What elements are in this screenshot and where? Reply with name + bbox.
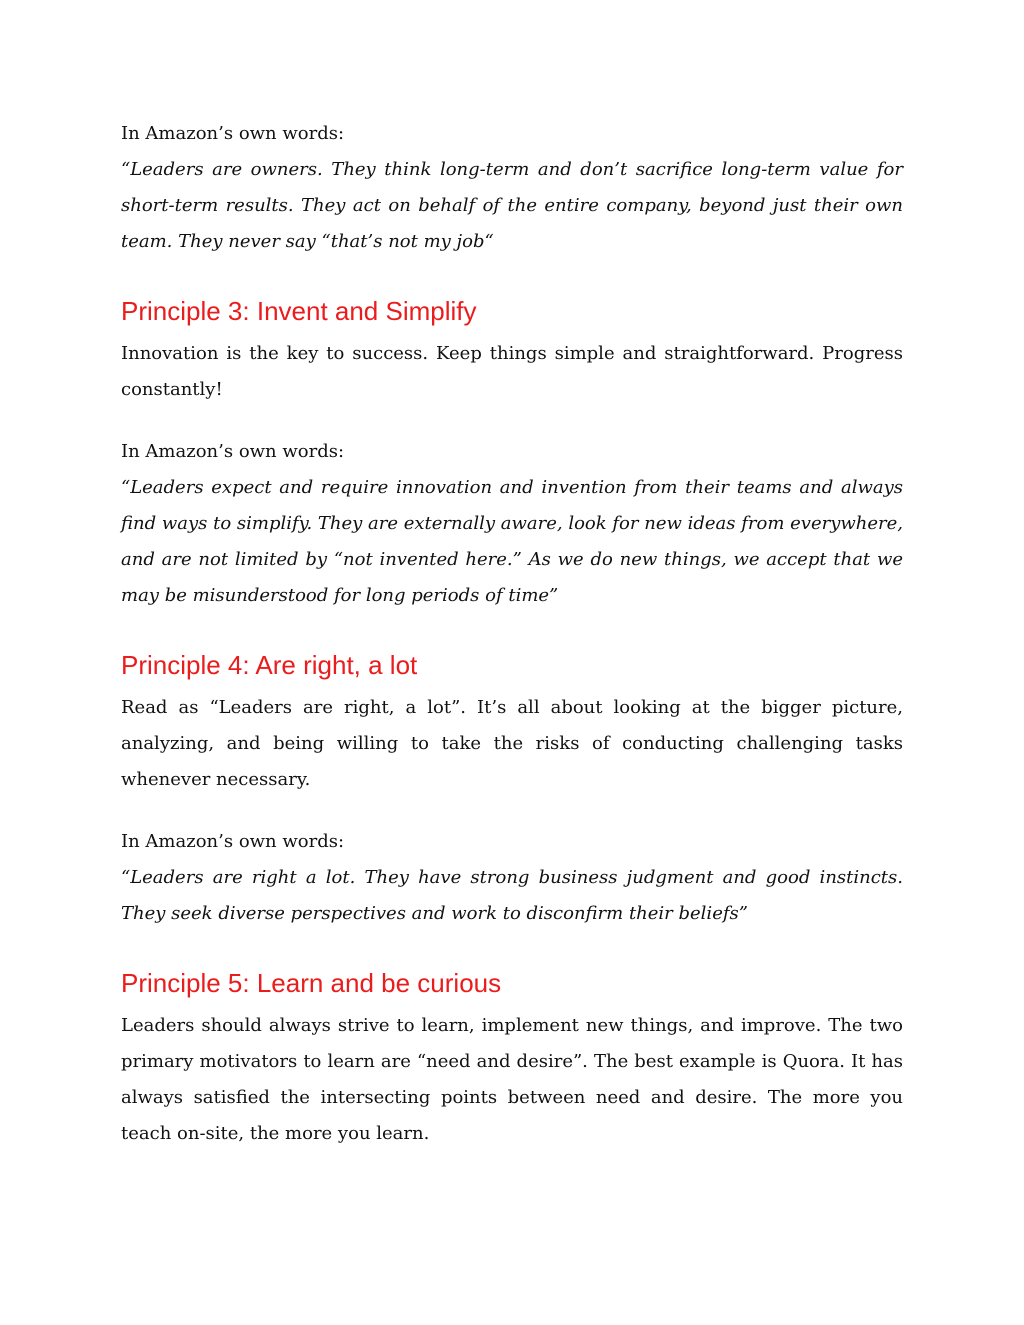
principle-3-heading: Principle 3: Invent and Simplify — [121, 296, 477, 326]
amazon-quote: “Leaders are owners. They think long-term and don’t sacrifice long-term value for short-term results. They act on behalf of the entire company, beyond just their own team. They never say “that’s not my job“ — [121, 159, 903, 252]
principle-3-paragraph: Innovation is the key to success. Keep things simple and straightforward. Progress constantly! — [121, 343, 903, 400]
intro-label: In Amazon’s own words: — [121, 831, 345, 852]
document-page — [121, 116, 903, 1152]
intro-label: In Amazon’s own words: — [121, 123, 345, 144]
principle-4-heading: Principle 4: Are right, a lot — [121, 650, 418, 680]
intro-label: In Amazon’s own words: — [121, 441, 345, 462]
principle-5-paragraph: Leaders should always strive to learn, implement new things, and improve. The two primary motivators to learn are “need and desire”. The best example is Quora. It has always satisfied the intersecting points between need and desire. The more you teach on-site, the more you learn. — [121, 1015, 903, 1144]
amazon-quote: “Leaders are right a lot. They have strong business judgment and good instincts. They seek diverse perspectives and work to disconfirm their beliefs” — [121, 867, 903, 924]
amazon-quote: “Leaders expect and require innovation and invention from their teams and always find ways to simplify. They are externally aware, look for new ideas from everywhere, and are not limited by “not invented here.” As we do new things, we accept that we may be misunderstood for long periods of time” — [121, 477, 903, 606]
principle-4-paragraph: Read as “Leaders are right, a lot”. It’s all about looking at the bigger picture, analyzing, and being willing to take the risks of conducting challenging tasks whenever necessary. — [121, 697, 903, 790]
principle-5-heading: Principle 5: Learn and be curious — [121, 968, 502, 998]
